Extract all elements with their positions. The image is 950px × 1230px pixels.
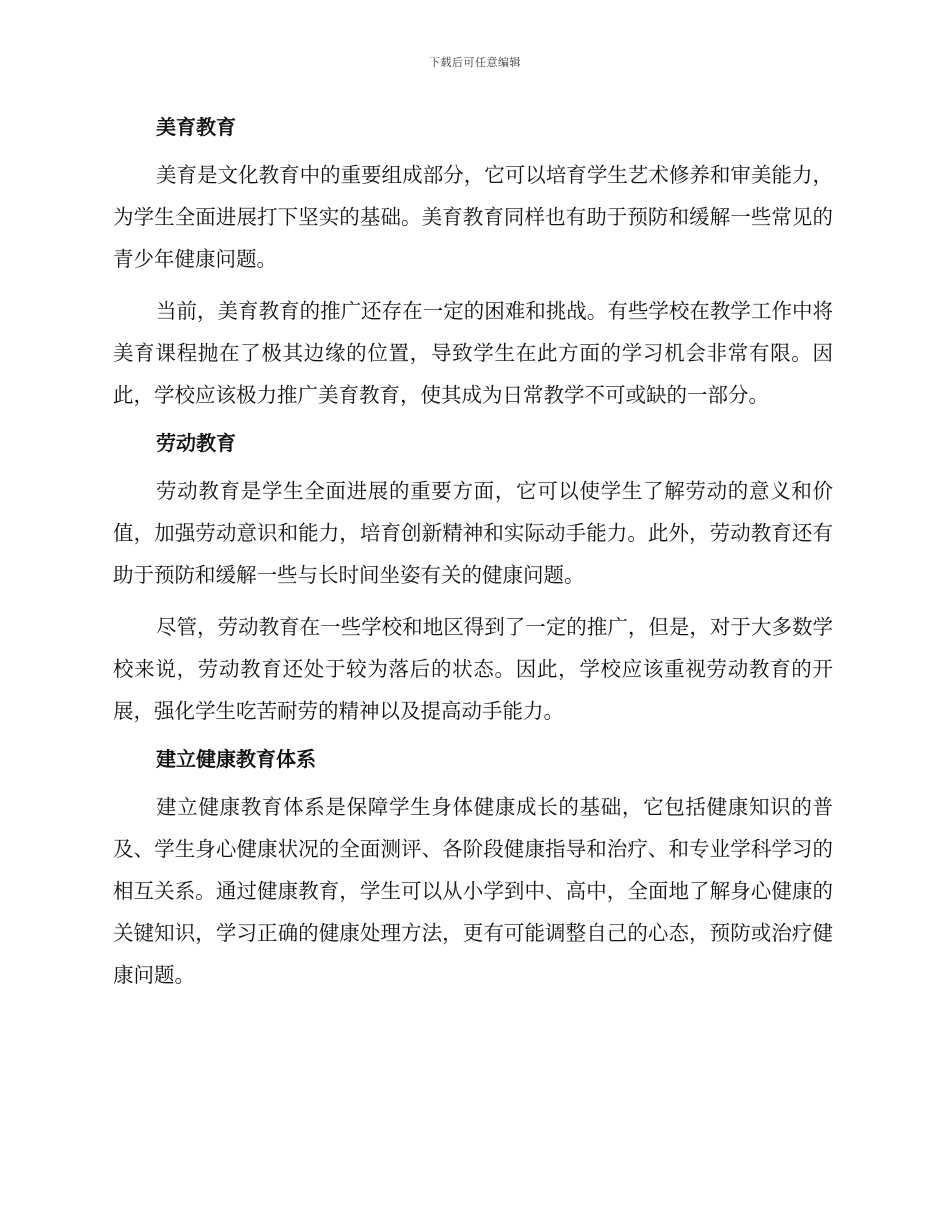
section-health-education-system — [113, 742, 833, 996]
paragraph: 尽管，劳动教育在一些学校和地区得到了一定的推广，但是，对于大多数学校来说，劳动教育还处于较为落后的状态。因此，学校应该重视劳动教育的开展，强化学生吃苦耐劳的精神以及提高动手能力。 — [113, 615, 833, 723]
document-body — [113, 110, 833, 1006]
section-title: 美育教育 — [156, 115, 236, 139]
section-title: 建立健康教育体系 — [156, 747, 316, 771]
section-title: 劳动教育 — [156, 431, 236, 455]
section-labor-education — [113, 426, 833, 732]
section-aesthetic-education — [113, 110, 833, 416]
paragraph: 建立健康教育体系是保障学生身体健康成长的基础，它包括健康知识的普及、学生身心健康状况的全面测评、各阶段健康指导和治疗、和专业学科学习的相互关系。通过健康教育，学生可以从小学到中、高中，全面地了解身心健康的关键知识，学习正确的健康处理方法，更有可能调整自己的心态，预防或治疗健康问题。 — [113, 795, 833, 987]
paragraph: 劳动教育是学生全面进展的重要方面，它可以使学生了解劳动的意义和价值，加强劳动意识和能力，培育创新精神和实际动手能力。此外，劳动教育还有助于预防和缓解一些与长时间坐姿有关的健康问题。 — [113, 479, 833, 587]
page-header: 下载后可任意编辑 — [429, 56, 521, 69]
paragraph: 当前，美育教育的推广还存在一定的困难和挑战。有些学校在教学工作中将美育课程抛在了极其边缘的位置，导致学生在此方面的学习机会非常有限。因此，学校应该极力推广美育教育，使其成为日常教学不可或缺的一部分。 — [113, 299, 833, 407]
paragraph: 美育是文化教育中的重要组成部分，它可以培育学生艺术修养和审美能力，为学生全面进展打下坚实的基础。美育教育同样也有助于预防和缓解一些常见的青少年健康问题。 — [113, 163, 833, 271]
